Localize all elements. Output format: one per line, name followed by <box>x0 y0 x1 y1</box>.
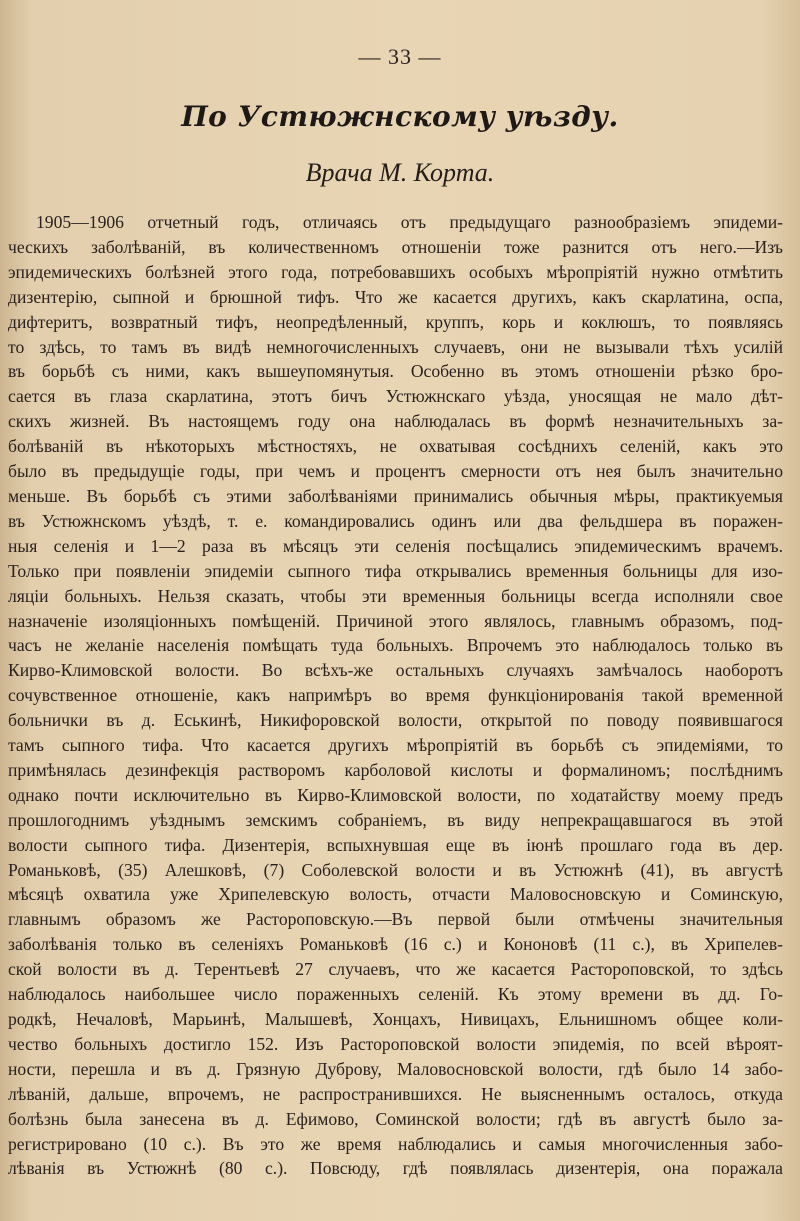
section-title: По Устюжнскому уѣзду. <box>181 100 619 133</box>
text-line: меньше. Въ борьбѣ съ этими заболѣваніями принимались обычныя мѣры, практикуемыя <box>8 485 783 506</box>
text-line: болѣзнь была занесена въ д. Ефимово, Соминской волости; гдѣ въ августѣ было за- <box>8 1108 783 1129</box>
text-line: въ борьбѣ съ ними, какъ вышеупомянутыя. Особенно въ этомъ отношеніи рѣзко бро- <box>8 361 783 382</box>
text-line: заболѣванія только въ селеніяхъ Романьковѣ (16 с.) и Кононовѣ (11 с.), въ Хрипелев- <box>8 934 783 955</box>
text-line: больнички въ д. Еськинѣ, Никифоровской волости, открытой по поводу появившагося <box>8 710 783 731</box>
text-line: прошлогоднимъ уѣзднымъ земскимъ собраніемъ, въ виду непрекращавшагося въ этой <box>8 809 783 830</box>
text-line: главнымъ образомъ же Растороповскую.—Въ первой были отмѣчены значительныя <box>8 909 783 930</box>
text-line: регистрировано (10 с.). Въ это же время наблюдались и самыя многочисленныя забо- <box>8 1133 783 1154</box>
text-line: Только при появленіи эпидеміи сыпного тифа открывались временныя больницы для изо- <box>8 560 783 581</box>
body-paragraph <box>8 210 783 1181</box>
text-line: волости сыпного тифа. Дизентерія, вспыхнувшая еще въ іюнѣ прошлаго года въ дер. <box>8 834 783 855</box>
text-line: дизентерію, сыпной и брюшной тифъ. Что же касается другихъ, какъ скарлатина, оспа, <box>8 286 783 307</box>
text-line: въ Устюжнскомъ уѣздѣ, т. е. командировались одинъ или два фельдшера въ поражен- <box>8 510 783 531</box>
text-line: лѣваній, дальше, впрочемъ, не распространившихся. Не выясненнымъ осталось, откуда <box>8 1083 783 1104</box>
text-line: ныя селенія и 1—2 раза въ мѣсяцъ эти селенія посѣщались эпидемическимъ врачемъ. <box>8 535 783 556</box>
text-line: мѣсяцѣ охватила уже Хрипелевскую волость, отчасти Маловосновскую и Соминскую, <box>8 884 783 905</box>
text-line: наблюдалось наибольшее число пораженныхъ селеній. Къ этому времени въ дд. Го- <box>8 984 783 1005</box>
text-line: то здѣсь, то тамъ въ видѣ немногочисленныхъ случаевъ, они не вызывали тѣхъ усилій <box>8 336 783 357</box>
text-line: примѣнялась дезинфекція растворомъ карболовой кислоты и формалиномъ; послѣднимъ <box>8 759 783 780</box>
text-line: часъ не желаніе населенія помѣщать туда больныхъ. Впрочемъ это наблюдалось только въ <box>8 635 783 656</box>
text-line: скихъ жизней. Въ настоящемъ году она наблюдалась въ формѣ незначительныхъ за- <box>8 411 783 432</box>
text-line: дифтеритъ, возвратный тифъ, неопредѣленный, круппъ, корь и коклюшъ, то появляясь <box>8 311 783 332</box>
text-line: болѣваній въ нѣкоторыхъ мѣстностяхъ, не охватывая сосѣднихъ селеній, какъ это <box>8 436 783 457</box>
text-line: сается въ глаза скарлатина, этотъ бичъ Устюжнскаго уѣзда, уносящая не мало дѣт- <box>8 386 783 407</box>
text-line: однако почти исключительно въ Кирво-Климовской волости, по ходатайству моему предъ <box>8 784 783 805</box>
text-line: ляціи больныхъ. Нельзя сказать, чтобы эти временныя больницы всегда исполняли свое <box>8 585 783 606</box>
text-line: было въ предыдущіе годы, при чемъ и процентъ смерности отъ нея былъ значительно <box>8 461 783 482</box>
page-number: — 33 — <box>358 44 442 69</box>
author-subtitle: Врача М. Корта. <box>305 158 495 187</box>
text-line: лѣванія въ Устюжнѣ (80 с.). Повсюду, гдѣ появлялась дизентерія, она поражала <box>8 1158 783 1179</box>
text-line: Кирво-Климовской волости. Во всѣхъ-же остальныхъ случаяхъ замѣчалось наоборотъ <box>8 660 783 681</box>
text-line: эпидемическихъ болѣзней этого года, потребовавшихъ особыхъ мѣропріятій нужно отмѣтить <box>8 261 783 282</box>
text-line: ской волости въ д. Терентьевѣ 27 случаевъ, что же касается Растороповской, то здѣсь <box>8 959 783 980</box>
text-line: ческихъ заболѣваній, въ количественномъ отношеніи тоже разнится отъ него.—Изъ <box>8 236 783 257</box>
text-line: сочувственное отношеніе, какъ напримѣръ во время функціонированія такой временной <box>8 685 783 706</box>
text-line: Романьковѣ, (35) Алешковѣ, (7) Соболевской волости и въ Устюжнѣ (41), въ августѣ <box>8 859 783 880</box>
text-line: ности, перешла и въ д. Грязную Дуброву, Маловосновской волости, гдѣ было 14 забо- <box>8 1058 783 1079</box>
text-line: назначеніе изоляціонныхъ помѣщеній. Причиной этого являлось, главнымъ образомъ, под- <box>8 610 783 631</box>
text-line: 1905—1906 отчетный годъ, отличаясь отъ предыдущаго разнообразіемъ эпидеми- <box>36 212 783 232</box>
text-line: родкѣ, Нечаловѣ, Марьинѣ, Малышевѣ, Хонцахъ, Нивицахъ, Ельнишномъ общее коли- <box>8 1009 783 1029</box>
text-line: тамъ сыпного тифа. Что касается другихъ мѣропріятій въ борьбѣ съ эпидеміями, то <box>8 735 783 756</box>
text-line: чество больныхъ достигло 152. Изъ Растороповской волости эпидемія, по всей вѣроят- <box>8 1033 783 1054</box>
